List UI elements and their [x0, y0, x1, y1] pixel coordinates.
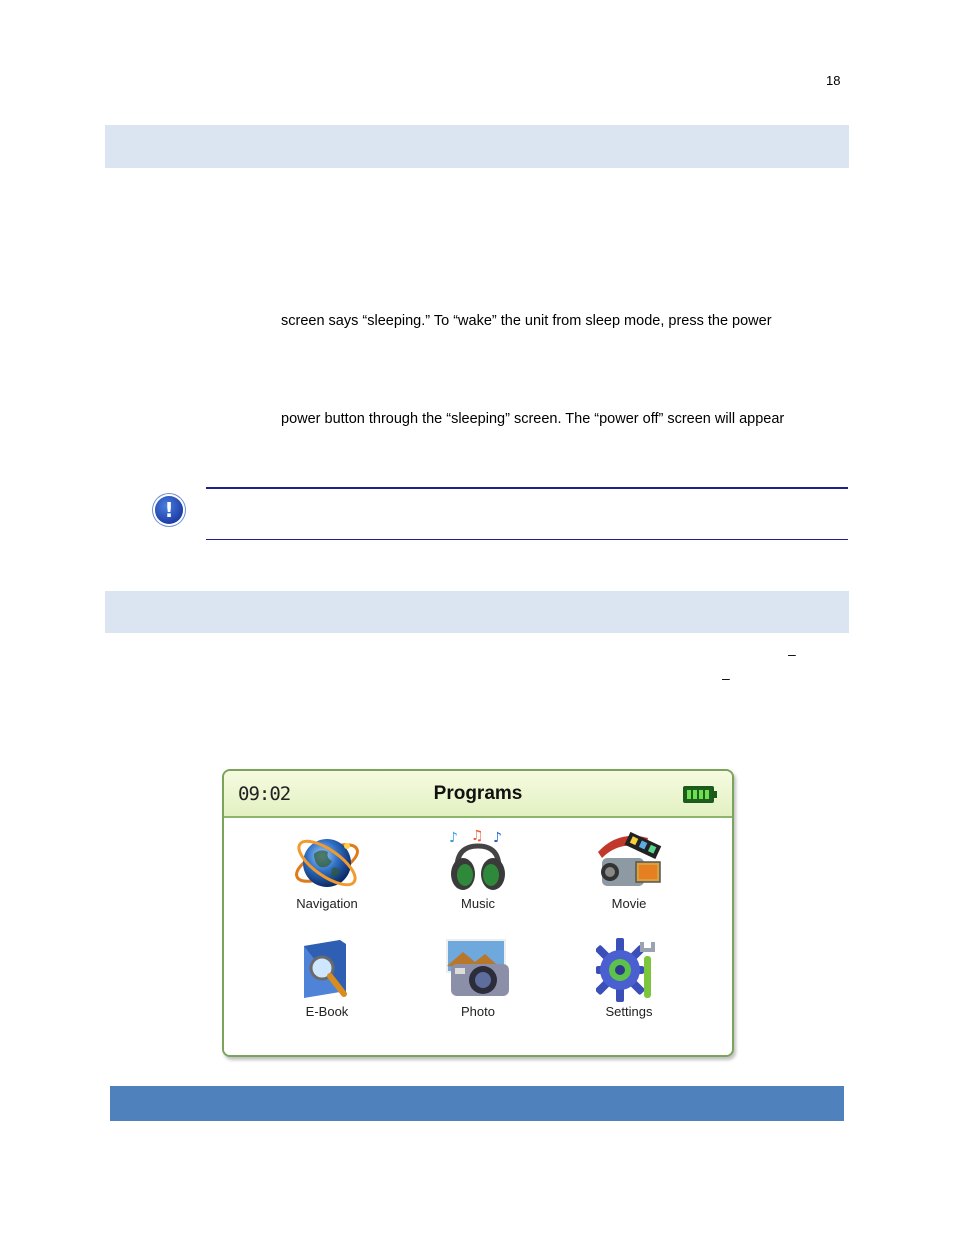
page-number: 18 [826, 73, 841, 88]
globe-icon [292, 832, 362, 894]
camcorder-icon [592, 832, 666, 894]
note-top-rule [206, 487, 848, 489]
programs-screen [222, 769, 734, 1057]
headphones-icon [443, 828, 513, 894]
app-music[interactable] [413, 828, 543, 911]
sleep-text-line-1: screen says “sleeping.” To “wake” the unit from sleep mode, press the power [281, 313, 772, 329]
battery-icon [683, 786, 714, 803]
note-bottom-rule [206, 539, 848, 540]
important-note-icon: ! [155, 496, 183, 524]
clock: 09:02 [238, 783, 291, 805]
app-label-e-book: E-Book [305, 1004, 349, 1019]
app-grid [224, 818, 732, 1055]
svg-text:♪: ♪ [449, 830, 458, 846]
app-e-book[interactable] [262, 938, 392, 1019]
app-label-settings: Settings [605, 1004, 653, 1019]
book-magnifier-icon [294, 938, 360, 1002]
app-label-music: Music [461, 896, 495, 911]
app-photo[interactable] [413, 938, 543, 1019]
screen-title: Programs [433, 783, 523, 804]
gear-wrench-icon [596, 938, 662, 1002]
svg-text:♫: ♫ [471, 828, 484, 844]
footer-heading-bar [110, 1086, 844, 1121]
section-heading-band-programs [105, 591, 849, 633]
app-settings[interactable] [564, 938, 694, 1019]
app-movie[interactable] [564, 832, 694, 911]
dash-mark-1: – [788, 646, 796, 662]
app-label-navigation: Navigation [296, 896, 358, 911]
app-label-movie: Movie [611, 896, 647, 911]
dash-mark-2: – [722, 670, 730, 686]
app-navigation[interactable] [262, 832, 392, 911]
app-label-photo: Photo [461, 1004, 495, 1019]
camera-icon [443, 938, 513, 1002]
section-heading-band-top [105, 125, 849, 168]
screen-header [224, 771, 732, 818]
sleep-text-line-2: power button through the “sleeping” screen. The “power off” screen will appear [281, 411, 785, 427]
svg-text:♪: ♪ [493, 830, 502, 846]
